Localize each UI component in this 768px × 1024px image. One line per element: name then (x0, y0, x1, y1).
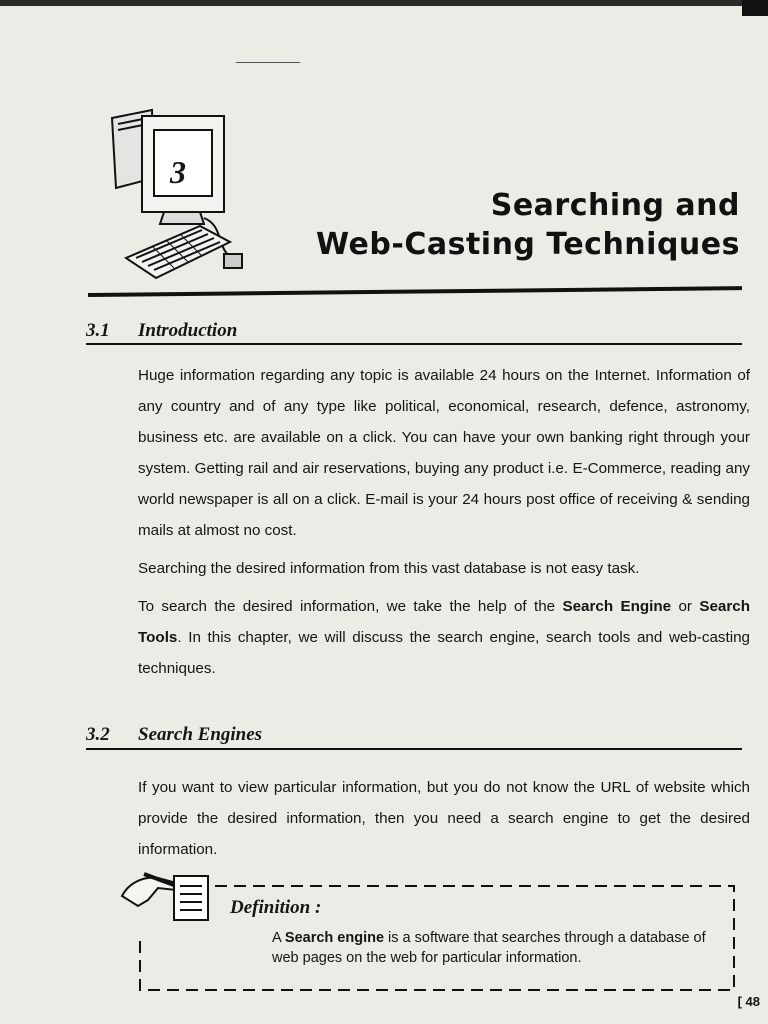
computer-illustration (104, 108, 264, 293)
page-number: [ 48 (737, 994, 760, 1009)
intro-paragraph-1: Huge information regarding any topic is available 24 hours on the Internet. Information of any country and of any type like political, economical, research, defence, astronomy, business etc. are available on a click. You can have your own banking right through your system. Getting rail and air reservations, buying any product i.e. E-Commerce, reading any world newspaper is all on a click. E-mail is your 24 hours post office of receiving & sending mails at almost no cost. (138, 367, 750, 539)
search-engines-paragraph: If you want to view particular information, but you do not know the URL of website which provide the desired information, then you need a search engine to get the desired information. (138, 779, 750, 858)
intro-paragraph-2: Searching the desired information from this vast database is not easy task. (138, 560, 640, 577)
para3-middle: or (671, 598, 700, 615)
section-number: 3.1 (86, 320, 110, 341)
definition-term: Search engine (284, 930, 385, 946)
definition-body: is a software that searches through a database of web pages on the web for particular information. (272, 930, 706, 966)
chapter-title (316, 188, 740, 262)
corner-tab (742, 0, 768, 16)
section-heading-search-engines (86, 724, 262, 746)
section-heading-introduction (86, 320, 237, 342)
search-engine-term: Search Engine (562, 598, 672, 615)
chapter-title-line2: Web-Casting Techniques (316, 227, 740, 262)
section-title: Search Engines (138, 724, 263, 745)
intro-paragraph-3 (138, 591, 750, 684)
computer-icon (104, 108, 264, 288)
section-number: 3.2 (86, 724, 110, 745)
search-tools-term: Search Tools (138, 598, 750, 646)
writing-hand-icon (118, 866, 218, 936)
section-rule (86, 343, 742, 345)
page-top-shadow (0, 0, 768, 6)
para3-before: To search the desired information, we take the help of the (138, 598, 563, 615)
section-title: Introduction (138, 320, 238, 341)
para3-after: . In this chapter, we will discuss the search engine, search tools and web-casting techniques. (138, 629, 750, 677)
chapter-number: 3 (170, 154, 186, 190)
definition-text (272, 928, 734, 968)
definition-title: Definition : (230, 897, 322, 918)
stray-mark (236, 62, 300, 63)
definition-prefix: A (272, 930, 285, 946)
section-rule (86, 748, 742, 750)
chapter-title-line1: Searching and (490, 188, 740, 223)
